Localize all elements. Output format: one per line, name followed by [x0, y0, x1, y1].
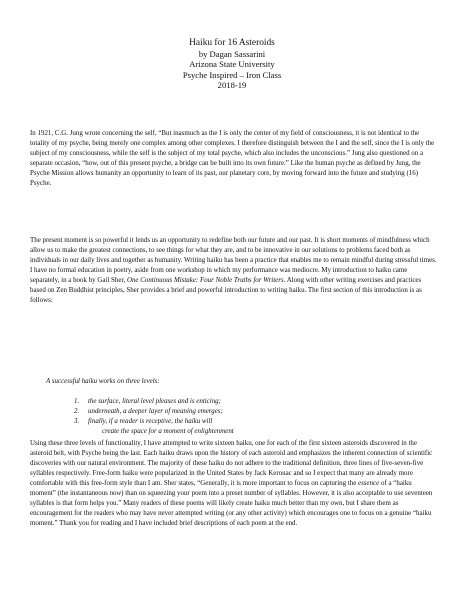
book-title: One Continuous Mistake: Four Noble Truths for Writers	[126, 276, 284, 285]
quote-intro: A successful haiku works on three levels:	[46, 377, 160, 385]
list-item	[74, 406, 234, 416]
paragraph-jung: In 1921, C.G. Jung wrote concerning the self, “But inasmuch as the I is only the center of my field of consciousness, it is not identical to the totality of my psyche, being merely one complex among other complexes. I therefore distinguish between the I and the self, since the I is only the subject of my consciousness, while the self is the subject of my total psyche, which also includes the unconscious.” Jung also questioned on a separate occasion, “how, out of this present psyche, a bridge can be built into its own future.” Like the human psyche as defined by Jung, the Psyche Mission allows humanity an opportunity to learn of its past, our planetary core, by moving forward into the future and studying (16) Psyche.	[30, 129, 435, 188]
paragraph-text: Using these three levels of functionality, I have attempted to write sixteen haiku, one for each of the first sixteen asteroids discovered in the asteroid belt, with Psyche being the last. Each haiku draws upon the history of each asteroid and emphasizes the inherent connection of scientific discoveries with our natural environment. The majority of these haiku do not adhere to the traditional definition, three lines of five-seven-five syllables respectively. Free-form haiku were popularized in the United States by Jack Kerouac and so I expect that many are already more comfortable with this free-form style than I am. Sher states, “Generally, it is more important to focus on capturing the	[30, 439, 433, 488]
paragraph-text: The present moment is so powerful it lends us an opportunity to redefine both our future and our past. It is short moments of mindfulness which allow us to make the greatest connections, to see things for what they are, and to be innovative in our solutions to problems faced both as individuals in our daily lives and together as humanity. Writing haiku has been a practice that enables me to remain mindful during stressful times. I have no formal education in poetry, aside from one workshop in which my performance was mediocre. My introduction to haiku came separately, in a book by Gail Sher,	[30, 236, 437, 285]
document-header	[0, 38, 464, 91]
emphasis-essence: essence	[358, 479, 380, 488]
year-line: 2018-19	[217, 80, 247, 91]
list-item-text: finally, if a reader is receptive, the haiku will	[88, 417, 213, 426]
document-title: Haiku for 16 Asteroids	[189, 38, 275, 48]
paragraph-text: ) than on squeezing your poem into a preset number of syllables. However, it is also acceptable to use seventeen syllables is that form helps you.” Many readers of these poems will likely create haiku much better than my own, but I share them as encouragement for the readers who may have never attempted writing (or any other activity) which encourages one to focus on a genuine “haiku moment.” Thank you for reading and I have included brief descriptions of each poem at the end.	[30, 489, 433, 528]
list-number: 1.	[74, 397, 80, 405]
list-number: 2.	[74, 407, 80, 416]
list-item-continuation: create the space for a moment of enlightenment	[102, 427, 234, 436]
list-item-text: the surface, literal level pleases and is enticing;	[88, 397, 221, 405]
list-number: 3.	[74, 417, 80, 426]
paragraph-text: of a “haiku moment” (the instantaneous	[30, 479, 412, 498]
three-levels-list	[74, 396, 234, 436]
list-item	[74, 416, 234, 436]
paragraph-three-levels	[30, 438, 438, 528]
university-line: Arizona State University	[189, 59, 275, 70]
author-line: by Dagan Sassarini	[198, 48, 266, 59]
paragraph-text: . Along with other writing exercises and practices based on Zen Buddhist principles, Sher provides a brief and powerful introduction to writing haiku. The first section of this introduction is as follows:	[30, 276, 422, 305]
paragraph-present-moment	[30, 235, 438, 305]
class-line: Psyche Inspired – Iron Class	[182, 69, 282, 80]
list-item	[74, 396, 234, 406]
emphasis-now: now	[109, 489, 122, 498]
list-item-text: underneath, a deeper layer of meaning emerges;	[88, 407, 223, 416]
